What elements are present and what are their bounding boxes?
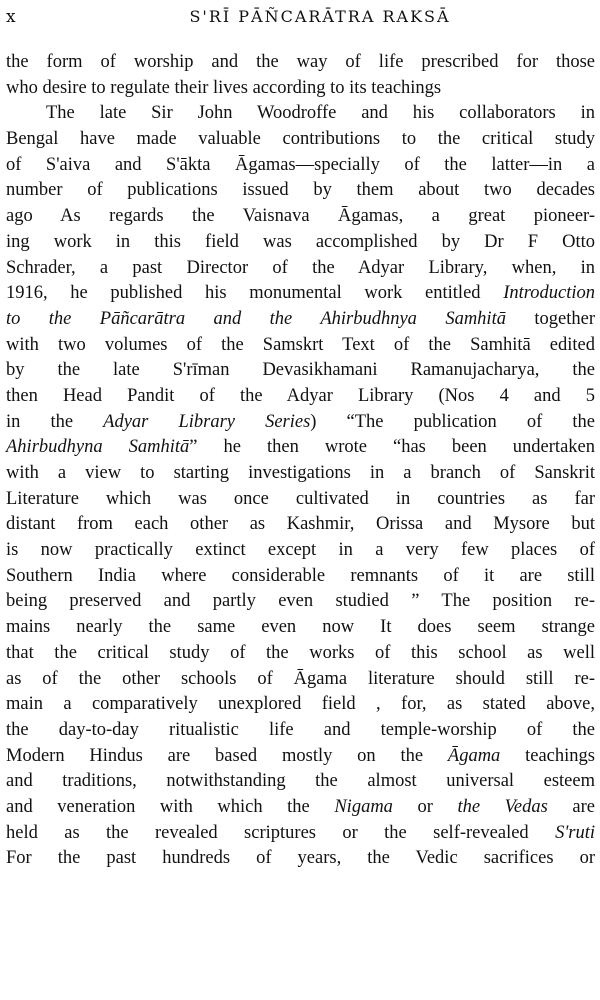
text-segment: ” he then wrote “has been undertaken (189, 437, 595, 458)
text-line (6, 333, 595, 359)
italic-text: Ahirbudhyna Samhitā (6, 437, 190, 458)
text-line (6, 744, 595, 770)
text-segment: together (505, 308, 595, 329)
text-segment: in the (6, 411, 104, 432)
text-segment: number of publications issued by them about two decades (6, 180, 595, 201)
text-segment: For the past hundreds of years, the Vedic sacrifices or (6, 848, 595, 869)
running-title: S'RĪ PĀÑCARĀTRA RAKSĀ (189, 7, 451, 26)
text-line (6, 435, 595, 461)
text-line (6, 487, 595, 513)
text-segment: ) “The publication of the (310, 411, 595, 432)
text-line (6, 538, 595, 564)
text-line (6, 461, 595, 487)
text-segment: are (547, 796, 595, 817)
italic-text: Introduction (503, 283, 595, 304)
text-segment: held as the revealed scriptures or the self-revealed (6, 822, 556, 843)
text-line (6, 281, 595, 307)
italic-text: S'ruti (555, 822, 595, 843)
body-text (6, 50, 595, 872)
text-segment: Schrader, a past Director of the Adyar Library, when, in (6, 257, 595, 278)
text-segment: then Head Pandit of the Adyar Library (Nos 4 and 5 (6, 385, 595, 406)
text-line (6, 204, 595, 230)
text-line (6, 846, 595, 872)
text-line (6, 127, 595, 153)
text-segment: the day-to-day ritualistic life and temple-worship of the (6, 719, 595, 740)
text-segment: 1916, he published his monumental work entitled (6, 283, 504, 304)
text-line (6, 256, 595, 282)
text-line (6, 230, 595, 256)
text-segment: teachings (500, 745, 595, 766)
text-line (6, 178, 595, 204)
text-line (6, 76, 595, 102)
text-line (6, 641, 595, 667)
text-line (6, 718, 595, 744)
text-segment: Bengal have made valuable contributions to the critical study (6, 129, 595, 150)
text-segment: with a view to starting investigations in a branch of Sanskrit (6, 463, 595, 483)
text-segment: with two volumes of the Samskrt Text of the Samhitā edited (6, 334, 595, 355)
italic-text: Adyar Library Series (103, 411, 311, 432)
text-line (6, 512, 595, 538)
text-segment: main a comparatively unexplored field , for, as stated above, (6, 694, 595, 715)
text-segment: being preserved and partly even studied ” The position re- (6, 591, 595, 612)
text-segment: as of the other schools of Āgama literature should still re- (6, 668, 595, 689)
text-segment: is now practically extinct except in a very few places of (6, 540, 595, 561)
text-segment: that the critical study of the works of this school as well (6, 642, 595, 663)
text-line (6, 384, 595, 410)
text-line (6, 50, 595, 76)
text-segment: mains nearly the same even now It does seem strange (6, 617, 595, 638)
text-line (6, 589, 595, 615)
text-line (6, 692, 595, 718)
text-segment: Literature which was once cultivated in countries as far (6, 488, 595, 509)
text-segment: and veneration with which the (6, 796, 335, 817)
text-segment: Southern India where considerable remnants of it are still (6, 565, 595, 586)
text-segment: The late Sir John Woodroffe and his collaborators in (46, 103, 595, 124)
italic-text: Āgama (447, 745, 501, 766)
text-segment: by the late S'rīman Devasikhamani Ramanujacharya, the (6, 360, 595, 381)
text-segment: the form of worship and the way of life prescribed for those (6, 52, 595, 72)
text-line (6, 615, 595, 641)
text-segment: who desire to regulate their lives according to its teachings (6, 77, 442, 98)
text-segment: distant from each other as Kashmir, Orissa and Mysore but (6, 514, 595, 535)
text-segment: Modern Hindus are based mostly on the (6, 745, 448, 766)
text-line (6, 795, 595, 821)
text-segment: of S'aiva and S'ākta Āgamas—specially of the latter—in a (6, 154, 595, 175)
italic-text: to the Pāñcarātra and the Ahirbudhnya Samhitā (6, 308, 506, 329)
text-segment: or (392, 796, 458, 817)
text-line (6, 667, 595, 693)
text-line (6, 821, 595, 847)
italic-text: the Vedas (457, 796, 548, 817)
text-line (6, 153, 595, 179)
text-line (6, 101, 595, 127)
text-line (6, 769, 595, 795)
text-line (6, 307, 595, 333)
text-segment: ing work in this field was accomplished by Dr F Otto (6, 231, 595, 252)
text-line (6, 358, 595, 384)
page-number: x (6, 7, 16, 27)
text-line (6, 410, 595, 436)
text-segment: and traditions, notwithstanding the almost universal esteem (6, 771, 595, 792)
text-segment: ago As regards the Vaisnava Āgamas, a great pioneer- (6, 206, 595, 227)
text-line (6, 564, 595, 590)
running-header (0, 6, 600, 30)
italic-text: Nigama (334, 796, 393, 817)
